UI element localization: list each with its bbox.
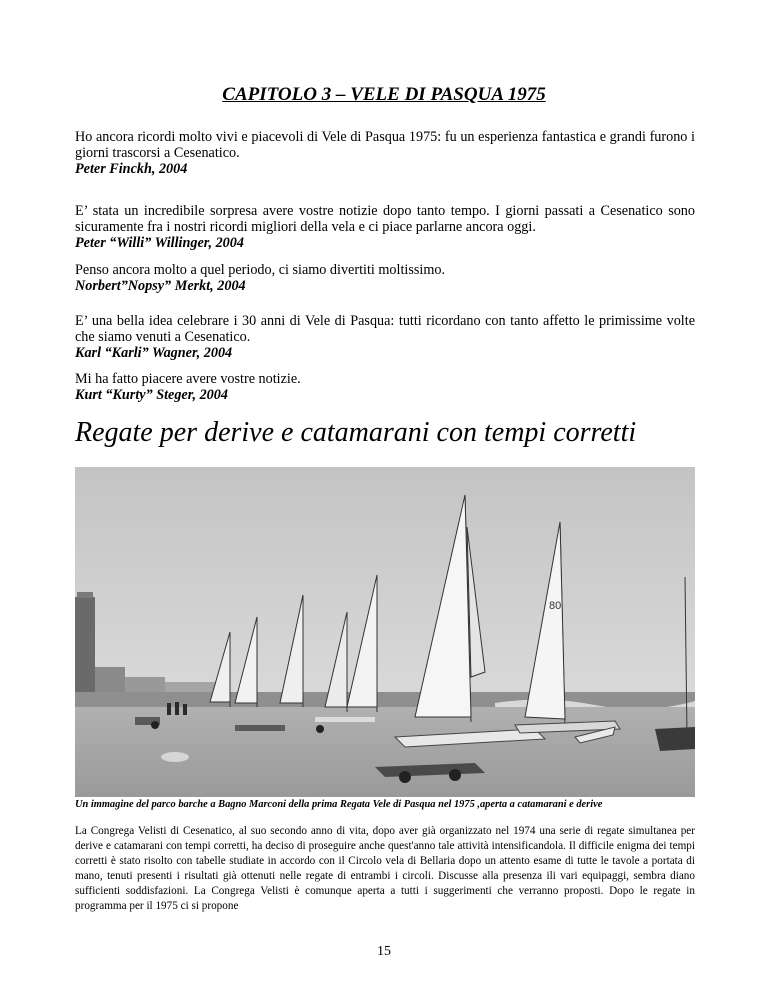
beach-sailboats-photo [75, 467, 695, 797]
quote-merkt [75, 262, 695, 294]
quote-text: Penso ancora molto a quel periodo, ci siamo divertiti moltissimo. [75, 262, 445, 278]
sail-markings [549, 600, 561, 612]
quote-author: Peter Finckh, 2004 [75, 161, 188, 177]
page-number: 15 [377, 944, 391, 959]
quote-text: Ho ancora ricordi molto vivi e piacevoli di Vele di Pasqua 1975: fu un esperienza fantastica e grandi furono i giorni trascorsi a Cesenatico. [75, 129, 695, 161]
quote-finckh [75, 129, 695, 177]
body-paragraph: La Congrega Velisti di Cesenatico, al suo secondo anno di vita, dopo aver già organizzato nel 1974 una serie di regate simultanea per derive e catamarani con tempi corretti, ha deciso di proseguire anche quest'anno tale attività intensificandola. Il difficile enigma dei tempi corretti è stato risolto con tabelle studiate in accordo con il Circolo vela di Bellaria dopo un attento esame di tutte le tavole a portata di mano, tenuti presenti i risultati già ottenuti nelle regate di entrambi i circoli. Discusse alla presenza ili vari equipaggi, sembra diano sufficienti soddisfazioni. La Congrega Velisti è comunque aperta a tutti i suggerimenti che verranno proposti. Dopo le regate in programma per il 1975 ci si propone [75, 825, 695, 912]
sail-number: 80 [549, 600, 562, 612]
quote-steger [75, 371, 695, 403]
quote-text: E’ stata un incredibile sorpresa avere vostre notizie dopo tanto tempo. I giorni passati a Cesenatico sono sicuramente fra i nostri ricordi migliori della vela e ci piace parlarne ancora oggi. [75, 203, 695, 235]
quote-author: Peter “Willi” Willinger, 2004 [75, 235, 244, 251]
quote-wagner [75, 313, 695, 361]
quote-author: Norbert”Nopsy” Merkt, 2004 [75, 278, 246, 294]
quote-text: Mi ha fatto piacere avere vostre notizie. [75, 371, 301, 387]
photo-caption: Un immagine del parco barche a Bagno Marconi della prima Regata Vele di Pasqua nel 1975 ,aperta a catamarani e derive [75, 799, 603, 810]
quote-text: E’ una bella idea celebrare i 30 anni di Vele di Pasqua: tutti ricordano con tanto affetto le primissime volte che siamo venuti a Cesenatico. [75, 313, 695, 345]
chapter-title: CAPITOLO 3 – VELE DI PASQUA 1975 [222, 84, 546, 105]
section-heading: Regate per derive e catamarani con tempi corretti [75, 417, 637, 448]
quote-author: Karl “Karli” Wagner, 2004 [75, 345, 233, 361]
quote-author: Kurt “Kurty” Steger, 2004 [75, 387, 228, 403]
quote-willinger [75, 203, 695, 251]
